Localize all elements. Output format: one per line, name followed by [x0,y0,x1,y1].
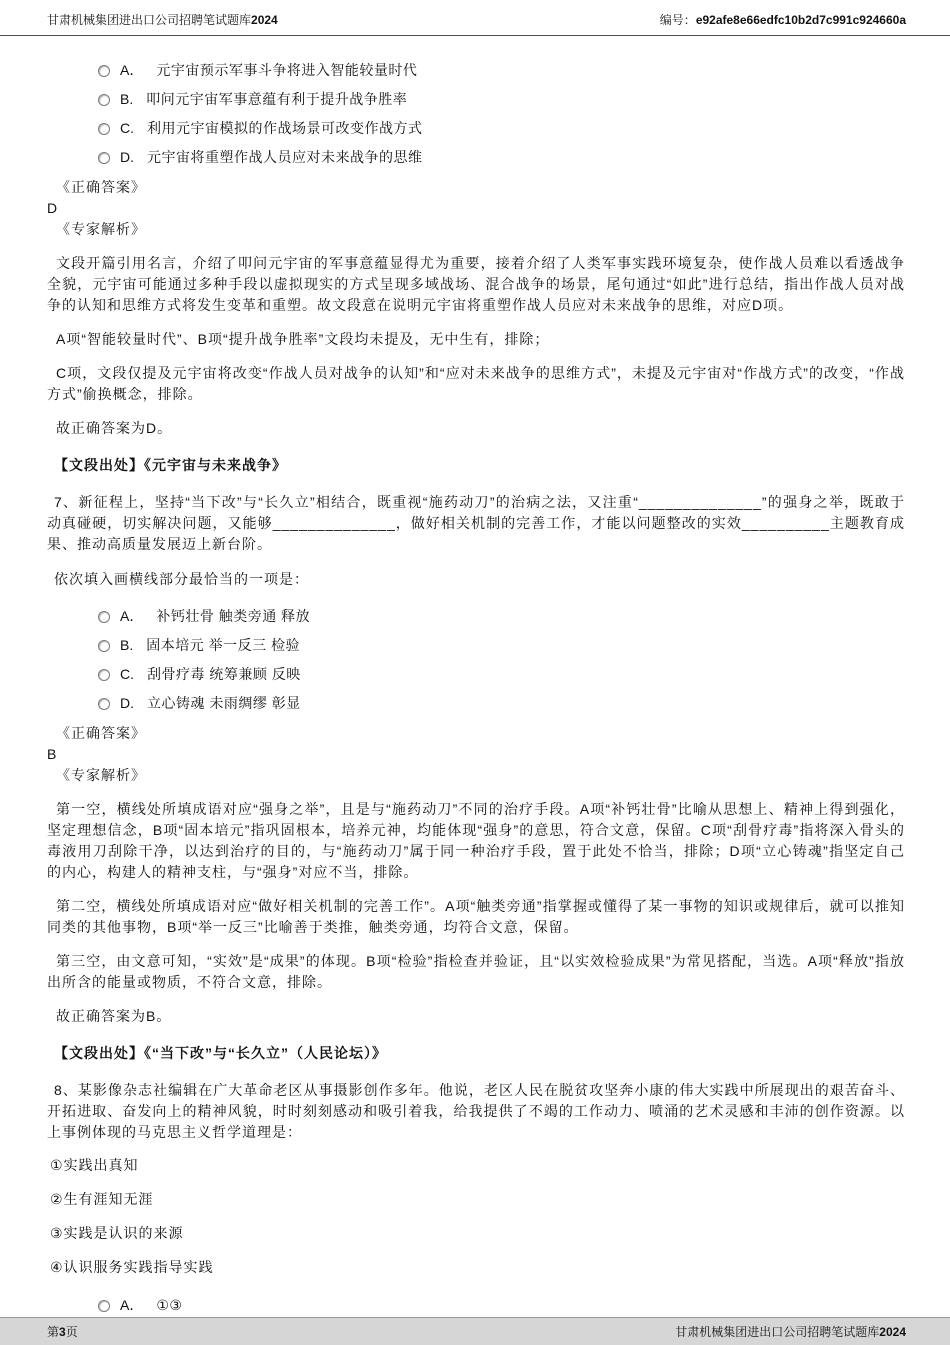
option-label: B. [120,91,134,107]
option-label: A． [120,1297,144,1313]
page-header [0,0,950,36]
analysis-heading: 《专家解析》 [56,767,146,783]
option-label: C. [120,120,134,136]
option-row-d [98,143,905,172]
numbered-item: ①实践出真知 [50,1157,139,1173]
question6-answer-block [47,177,905,240]
header-doc-number [660,11,906,28]
analysis-paragraph: 第三空，由文意可知，“实效”是“成果”的体现。B项“检验”指检查并验证，且“以实效检验成果”为常见搭配，当选。A项“释放”指放出所含的能量或物质，不符合文意，排除。 [47,953,905,990]
question7-answer-block [47,723,905,786]
radio-button[interactable] [98,698,110,710]
radio-button[interactable] [98,152,110,164]
option-row-c [98,660,905,689]
option-row-a [98,1291,905,1320]
radio-button[interactable] [98,611,110,623]
footer-title [675,1323,906,1340]
option-label: D. [120,695,134,711]
radio-button[interactable] [98,65,110,77]
option-text: 叩问元宇宙军事意蕴有利于提升战争胜率 [146,91,408,107]
footer-page-prefix: 第 [47,1325,60,1339]
analysis-paragraph: A项“智能较量时代”、B项“提升战争胜率”文段均未提及，无中生有，排除； [56,331,550,347]
footer-page-number [47,1323,78,1340]
answer-letter: D [47,200,59,216]
option-row-a [98,602,905,631]
option-label: D. [120,149,134,165]
option-label: A． [120,608,144,624]
option-text: 利用元宇宙模拟的作战场景可改变作战方式 [147,120,423,136]
footer-page-value: 3 [59,1325,66,1339]
passage-source: 【文段出处】《“当下改”与“长久立”（人民论坛）》 [54,1045,387,1061]
analysis-paragraph: 文段开篇引用名言，介绍了叩问元宇宙的军事意蕴显得尤为重要，接着介绍了人类军事实践环境复杂，使作战人员难以看透战争全貌，元宇宙可能通过多种手段以虚拟现实的方式呈现多域战场、混合战争的场景，尾句通过“如此”进行总结，指出作战人员对战争的认知和思维方式将发生变革和重塑。故文段意在说明元宇宙将重塑作战人员应对未来战争的思维，对应D项。 [47,255,905,313]
option-text: 固本培元 举一反三 检验 [146,637,301,653]
passage-source: 【文段出处】《元宇宙与未来战争》 [54,457,287,473]
question7-stem: 7、新征程上，坚持“当下改”与“长久立”相结合，既重视“施药动刀”的治病之法，又注重“______________”的强身之举，既敢于动真碰硬，切实解决问题，又能够______________，做好相关机制的完善工作，才能以问题整改的实效__________主题教育成果、推动高质量发展迈上新台阶。 [47,494,905,552]
footer-page-suffix: 页 [65,1325,78,1339]
analysis-conclusion: 故正确答案为B。 [56,1008,172,1024]
question7-prompt: 依次填入画横线部分最恰当的一项是： [54,571,309,587]
question8-items [47,1155,905,1278]
numbered-item: ④认识服务实践指导实践 [50,1259,214,1275]
option-label: A． [120,62,144,78]
option-row-b [98,631,905,660]
doc-number-label: 编号： [659,13,696,27]
analysis-conclusion: 故正确答案为D。 [56,420,173,436]
option-label: C. [120,666,134,682]
radio-button[interactable] [98,94,110,106]
analysis-paragraph: 第一空，横线处所填成语对应“强身之举”，且是与“施药动刀”不同的治疗手段。A项“补钙壮骨”比喻从思想上、精神上得到强化，坚定理想信念，B项“固本培元”指巩固根本，培养元神，均能体现“强身”的意思，符合文意，保留。C项“刮骨疗毒”指将深入骨头的毒液用刀刮除干净，以达到治疗的目的，与“施药动刀”属于同一种治疗手段，置于此处不恰当，排除；D项“立心铸魂”指坚定自己的内心，构建人的精神支柱，与“强身”对应不当，排除。 [47,801,905,880]
header-title-text: 甘肃机械集团进出口公司招聘笔试题库 [47,13,252,27]
question8-options [47,1291,905,1320]
analysis-paragraph: C项，文段仅提及元宇宙将改变“作战人员对战争的认知”和“应对未来战争的思维方式”，未提及元宇宙对“作战方式”的改变，“作战方式”偷换概念，排除。 [47,365,905,402]
header-title-year: 2024 [251,13,278,27]
doc-number-value: e92afe8e66edfc10b2d7c991c924660a [695,13,906,27]
numbered-item: ③实践是认识的来源 [50,1225,184,1241]
page-footer [0,1317,950,1345]
option-text: 元宇宙预示军事斗争将进入智能较量时代 [156,62,418,78]
option-row-a [98,56,905,85]
answer-letter: B [47,746,58,762]
analysis-heading: 《专家解析》 [56,221,146,237]
answer-heading: 《正确答案》 [56,725,146,741]
radio-button[interactable] [98,123,110,135]
question6-options [47,56,905,172]
option-text: 刮骨疗毒 统筹兼顾 反映 [147,666,301,682]
question8-stem: 8、某影像杂志社编辑在广大革命老区从事摄影创作多年。他说，老区人民在脱贫攻坚奔小康的伟大实践中所展现出的艰苦奋斗、开拓进取、奋发向上的精神风貌，时时刻刻感动和吸引着我，给我提供了不竭的工作动力、喷涌的艺术灵感和丰沛的创作资源。以上事例体现的马克思主义哲学道理是： [47,1082,905,1140]
radio-button[interactable] [98,640,110,652]
radio-button[interactable] [98,669,110,681]
header-title [47,11,278,28]
footer-title-text: 甘肃机械集团进出口公司招聘笔试题库 [675,1325,880,1339]
option-text: 补钙壮骨 触类旁通 释放 [156,608,311,624]
option-row-b [98,85,905,114]
question7-options [47,602,905,718]
radio-button[interactable] [98,1300,110,1312]
option-text: ①③ [156,1297,183,1313]
option-row-d [98,689,905,718]
analysis-paragraph: 第二空，横线处所填成语对应“做好相关机制的完善工作”。A项“触类旁通”指掌握或懂得了某一事物的知识或规律后，就可以推知同类的其他事物，B项“举一反三”比喻善于类推，触类旁通，均符合文意，保留。 [47,898,905,935]
answer-heading: 《正确答案》 [56,179,146,195]
numbered-item: ②生有涯知无涯 [50,1191,154,1207]
footer-title-year: 2024 [879,1325,906,1339]
option-text: 元宇宙将重塑作战人员应对未来战争的思维 [147,149,423,165]
option-text: 立心铸魂 未雨绸缪 彰显 [147,695,301,711]
option-label: B. [120,637,134,653]
option-row-c [98,114,905,143]
document-content [0,36,950,1320]
